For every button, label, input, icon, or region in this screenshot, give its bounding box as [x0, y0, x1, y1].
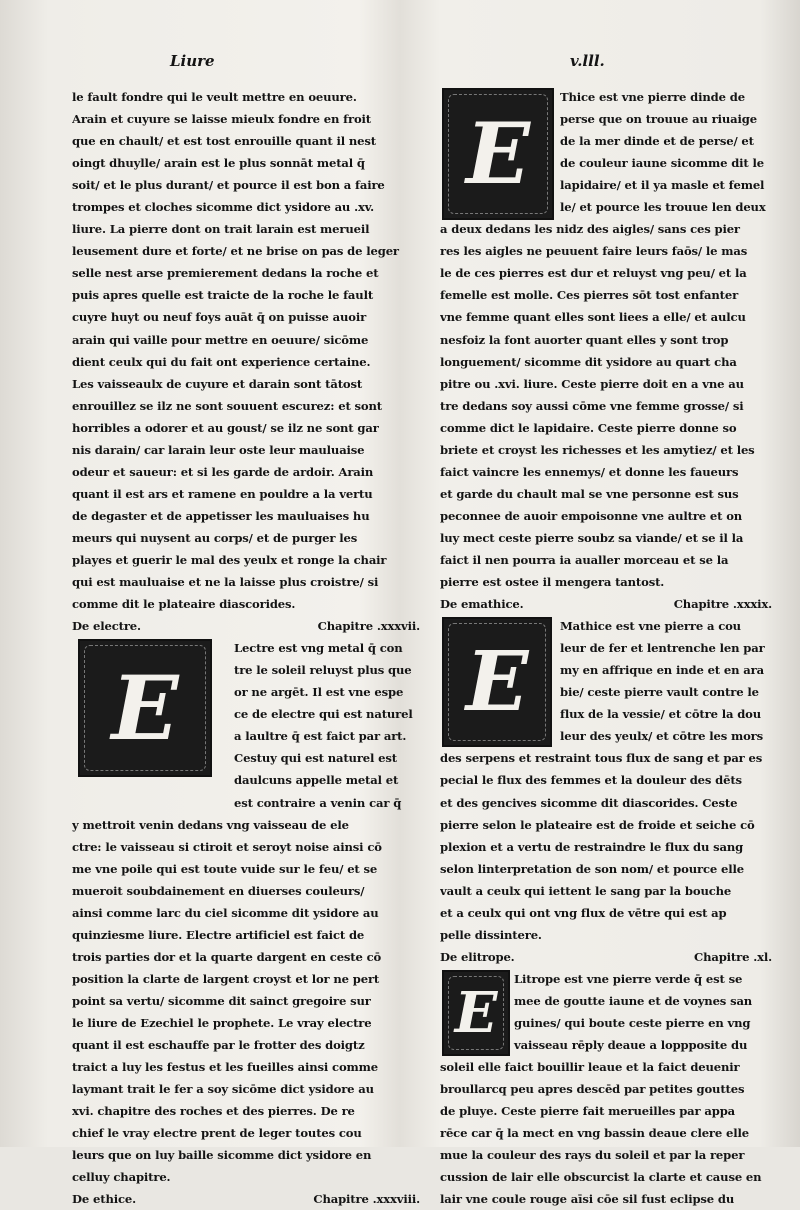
electre-initial-block — [72, 637, 420, 813]
text-line: a laultre q̄ est faict par art. — [234, 729, 407, 744]
text-line: flux de la vessie/ et cōtre la dou — [560, 707, 762, 722]
chapter-number: Chapitre .xl. — [694, 949, 772, 964]
running-header-right: v.lll. — [570, 52, 605, 70]
text-line: pierre est ostee il mengera tantost. — [440, 575, 665, 590]
section-heading-ethice — [72, 1188, 420, 1210]
text-line: tre le soleil reluyst plus que — [234, 663, 412, 678]
decorated-initial-e — [442, 970, 510, 1056]
text-line: bie/ ceste pierre vault contre le — [560, 685, 759, 700]
text-line: selle nest arse premierement dedans la roche et — [72, 266, 379, 281]
text-line: my en affrique en inde et en ara — [560, 663, 764, 678]
text-line: puis apres quelle est traicte de la roche le fault — [72, 288, 374, 303]
text-line: ainsi comme larc du ciel sicomme dit ysidore au — [72, 905, 379, 920]
text-line: de pluye. Ceste pierre fait merueilles par appa — [440, 1104, 736, 1119]
text-line: mueroit soubdainement en diuerses couleurs/ — [72, 883, 365, 898]
chapter-number: Chapitre .xxxviii. — [313, 1192, 420, 1207]
text-line: que en chault/ et est tost enrouille quant il nest — [72, 134, 376, 149]
section-heading-emathice — [440, 593, 772, 615]
text-line: pelle dissintere. — [440, 927, 542, 942]
text-line: plexion et a vertu de restraindre le flux du sang — [440, 839, 744, 854]
initial-letter: E — [466, 103, 530, 203]
text-line: Litrope est vne pierre verde q̄ est se — [514, 971, 743, 986]
text-line: point sa vertu/ sicomme dit sainct gregoire sur — [72, 993, 371, 1008]
text-line: Les vaisseaulx de cuyure et darain sont tātost — [72, 376, 363, 391]
text-line: luy mect ceste pierre soubz sa viande/ et se il la — [440, 530, 744, 545]
text-line: lair vne coule rouge aīsi cōe sil fust eclipse du — [440, 1192, 735, 1207]
text-line: mee de goutte iaune et de voynes san — [514, 993, 753, 1008]
text-line: pierre selon le plateaire est de froide et seiche cō — [440, 817, 755, 832]
section-title: De ethice. — [72, 1192, 137, 1207]
section-heading-elitrope — [440, 946, 772, 968]
text-line: Thice est vne pierre dinde de — [560, 90, 745, 104]
decorated-initial-e — [442, 88, 554, 220]
text-line: enrouillez se ilz ne sont souuent escurez: et sont — [72, 398, 382, 413]
text-line: horribles a odorer et au goust/ se ilz ne sont gar — [72, 420, 379, 435]
text-line: quinziesme liure. Electre artificiel est faict de — [72, 927, 365, 942]
text-line: quant il est eschauffe par le frotter des doigtz — [72, 1038, 365, 1053]
ethice-paragraph — [440, 218, 772, 593]
text-line: comme dit le plateaire diascorides. — [72, 597, 296, 612]
text-line: et garde du chault mal se vne personne est sus — [440, 486, 739, 501]
text-line: xvi. chapitre des roches et des pierres. De re — [72, 1104, 355, 1119]
right-text-column — [440, 86, 772, 1210]
text-line: de degaster et de appetisser les mauluaises hu — [72, 508, 370, 523]
text-line: pitre ou .xvi. liure. Ceste pierre doit en a vne au — [440, 376, 744, 391]
text-line: y mettroit venin dedans vng vaisseau de ele — [72, 817, 349, 832]
text-line: leur de fer et lentrenche len par — [560, 641, 765, 656]
elitrope-paragraph — [440, 1056, 772, 1210]
text-line: soit/ et le plus durant/ et pource il est bon a faire — [72, 178, 385, 193]
initial-letter: E — [454, 979, 498, 1046]
text-line: me vne poile qui est toute vuide sur le feu/ et se — [72, 861, 378, 876]
left-text-column — [72, 86, 420, 1210]
text-line: de couleur iaune sicomme dit le — [560, 156, 764, 171]
text-line: vault a ceulx qui iettent le sang par la bouche — [440, 883, 732, 898]
chapter-number: Chapitre .xxxvii. — [317, 619, 420, 634]
text-line: Mathice est vne pierre a cou — [560, 619, 741, 634]
text-line: leurs que on luy baille sicomme dict ysidore en — [72, 1148, 372, 1163]
emathice-paragraph — [440, 747, 772, 945]
text-line: pecial le flux des femmes et la douleur des dēts — [440, 773, 742, 788]
ethice-initial-block — [440, 86, 772, 218]
text-line: dient ceulx qui du fait ont experience certaine. — [72, 354, 371, 369]
text-line: ce de electre qui est naturel — [234, 707, 413, 722]
text-line: chief le vray electre prent de leger toutes cou — [72, 1126, 362, 1141]
emathice-initial-block — [440, 615, 772, 747]
text-line: briete et croyst les richesses et les amytiez/ et les — [440, 442, 755, 457]
section-title: De electre. — [72, 619, 141, 634]
text-line: leusement dure et forte/ et ne brise on pas de leger — [72, 244, 399, 259]
initial-letter: E — [111, 656, 179, 761]
text-line: position la clarte de largent croyst et lor ne pert — [72, 971, 380, 986]
decorated-initial-e — [442, 617, 552, 747]
text-line: oingt dhuylle/ arain est le plus sonnāt metal q̄ — [72, 156, 365, 171]
left-top-paragraph — [72, 86, 420, 615]
elitrope-initial-block — [440, 968, 772, 1056]
text-line: quant il est ars et ramene en pouldre a la vertu — [72, 486, 373, 501]
section-heading-electre — [72, 615, 420, 637]
text-line: le/ et pource les trouue len deux — [560, 200, 766, 215]
text-line: playes et guerir le mal des yeulx et ronge la chair — [72, 552, 387, 567]
text-line: guines/ qui boute ceste pierre en vng — [514, 1015, 751, 1030]
text-line: liure. La pierre dont on trait larain est merueil — [72, 222, 370, 237]
text-line: Lectre est vng metal q̄ con — [234, 641, 403, 656]
text-line: femelle est molle. Ces pierres sōt tost enfanter — [440, 288, 739, 303]
text-line: faict vaincre les ennemys/ et donne les faueurs — [440, 464, 739, 479]
text-line: laymant trait le fer a soy sicōme dict ysidore au — [72, 1082, 374, 1097]
section-title: De emathice. — [440, 597, 524, 612]
left-bottom-paragraph — [72, 814, 420, 1189]
text-line: traict a luy les festus et les fueilles ainsi comme — [72, 1060, 378, 1075]
text-line: et des gencives sicomme dit diascorides. Ceste — [440, 795, 738, 810]
text-line: rēce car q̄ la mect en vng bassin deaue clere elle — [440, 1126, 749, 1141]
text-line: nis darain/ car larain leur oste leur mauluaise — [72, 442, 365, 457]
text-line: res les aigles ne peuuent faire leurs faōs/ le mas — [440, 244, 748, 259]
text-line: lapidaire/ et il ya masle et femel — [560, 178, 765, 193]
text-line: le de ces pierres est dur et reluyst vng peu/ et la — [440, 266, 747, 281]
text-line: comme dict le lapidaire. Ceste pierre donne so — [440, 420, 737, 435]
text-line: nesfoiz la font auorter quant elles y sont trop — [440, 332, 729, 347]
initial-letter: E — [465, 634, 529, 731]
text-line: leur des yeulx/ et cōtre les mors — [560, 729, 763, 744]
text-line: mue la couleur des rays du soleil et par la reper — [440, 1148, 745, 1163]
chapter-number: Chapitre .xxxix. — [673, 597, 772, 612]
text-line: le fault fondre qui le veult mettre en oeuure. — [72, 90, 357, 104]
decorated-initial-e — [78, 639, 212, 777]
text-line: qui est mauluaise et ne la laisse plus croistre/ si — [72, 575, 379, 590]
text-line: vne femme quant elles sont liees a elle/ et aulcu — [440, 310, 746, 325]
text-line: meurs qui nuysent au corps/ et de purger les — [72, 530, 358, 545]
text-line: est contraire a venin car q̄ — [234, 795, 402, 810]
text-line: de la mer dinde et de perse/ et — [560, 134, 754, 149]
text-line: des serpens et restraint tous flux de sang et par es — [440, 751, 763, 766]
text-line: peconnee de auoir empoisonne vne aultre et on — [440, 508, 743, 523]
text-line: vaisseau rēply deaue a loppposite du — [514, 1038, 748, 1053]
text-line: tre dedans soy aussi cōme vne femme grosse/ si — [440, 398, 744, 413]
text-line: a deux dedans les nidz des aigles/ sans ces pier — [440, 222, 740, 237]
section-title: De elitrope. — [440, 949, 515, 964]
text-line: ctre: le vaisseau si ctiroit et seroyt noise ainsi cō — [72, 839, 382, 854]
text-line: Cestuy qui est naturel est — [234, 751, 397, 766]
text-line: cuyre huyt ou neuf foys auāt q̄ on puisse auoir — [72, 310, 367, 325]
text-line: perse que on trouue au riuaige — [560, 112, 757, 127]
text-line: celluy chapitre. — [72, 1170, 171, 1185]
text-line: daulcuns appelle metal et — [234, 773, 399, 788]
text-line: arain qui vaille pour mettre en oeuure/ sicōme — [72, 332, 369, 347]
text-line: cussion de lair elle obscurcist la clarte et cause en — [440, 1170, 762, 1185]
text-line: faict il nen pourra ia aualler morceau et se la — [440, 552, 729, 567]
text-line: broullarcq peu apres descēd par petites gouttes — [440, 1082, 745, 1097]
text-line: le liure de Ezechiel le prophete. Le vray electre — [72, 1015, 372, 1030]
text-line: et a ceulx qui ont vng flux de vētre qui est ap — [440, 905, 727, 920]
text-line: Arain et cuyure se laisse mieulx fondre en froit — [72, 112, 371, 127]
text-line: selon linterpretation de son nom/ et pource elle — [440, 861, 744, 876]
text-line: or ne argēt. Il est vne espe — [234, 685, 404, 700]
text-line: longuement/ sicomme dit ysidore au quart cha — [440, 354, 737, 369]
header-left-text: Liure — [170, 52, 215, 70]
running-header-left — [170, 52, 225, 70]
text-line: trois parties dor et la quarte dargent en ceste cō — [72, 949, 382, 964]
text-line: odeur et saueur: et si les garde de ardoir. Arain — [72, 464, 374, 479]
text-line: soleil elle faict bouillir leaue et la faict deuenir — [440, 1060, 740, 1075]
text-line: trompes et cloches sicomme dict ysidore au .xv. — [72, 200, 375, 215]
